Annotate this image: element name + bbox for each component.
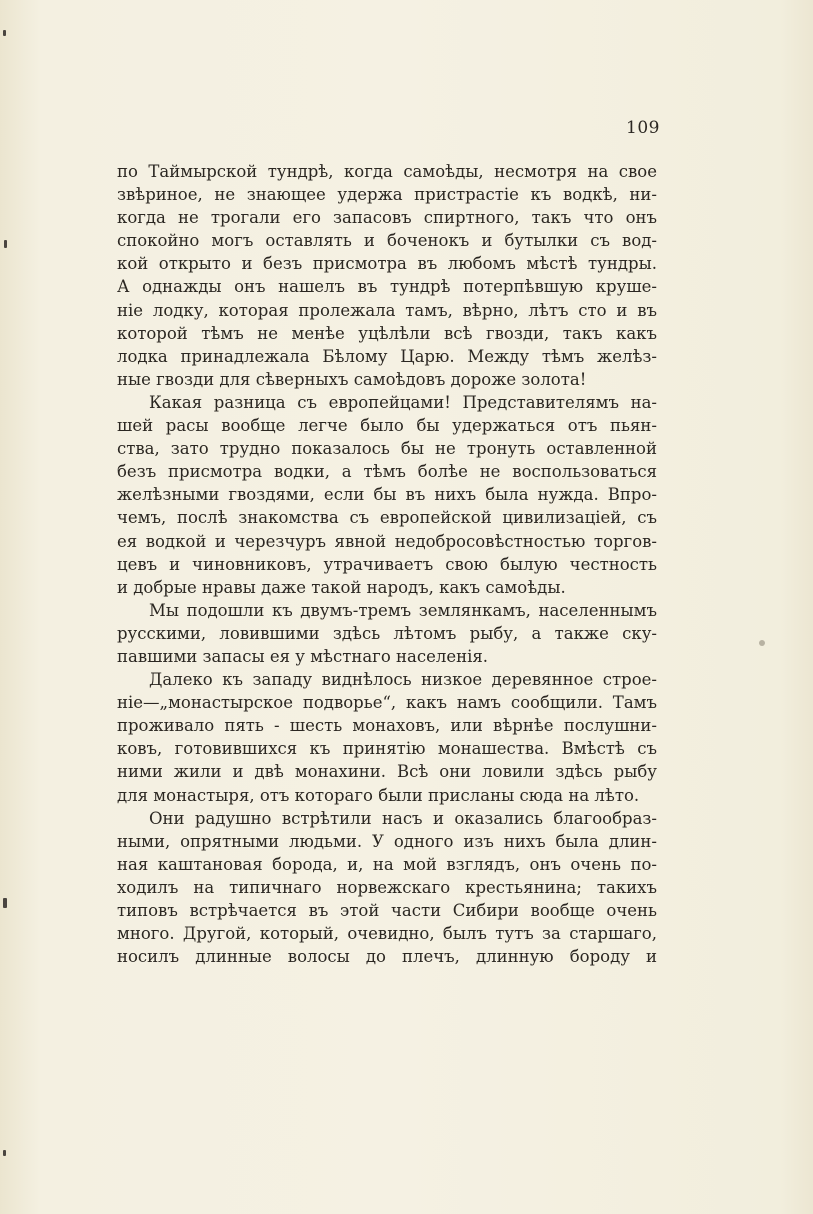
text-line: ная каштановая борода, и, на мой взглядъ, онъ очень по- xyxy=(117,854,657,874)
text-line: ства, зато трудно показалось бы не тронуть оставленной xyxy=(117,439,657,459)
text-line: ковъ, готовившихся къ принятію монашества. Вмѣстѣ съ xyxy=(117,739,657,759)
text-line: носилъ длинные волосы до плечъ, длинную бороду и xyxy=(117,947,657,967)
text-line: ея водкой и черезчуръ явной недобросовѣстностью торгов- xyxy=(117,531,657,551)
text-line: желѣзными гвоздями, если бы въ нихъ была нужда. Впро- xyxy=(117,485,657,505)
scan-mark-left-1 xyxy=(4,240,7,248)
text-line: лодка принадлежала Бѣлому Царю. Между тѣмъ желѣз- xyxy=(117,346,657,366)
text-line: и добрые нравы даже такой народъ, какъ самоѣды. xyxy=(117,577,566,597)
page-number: 109 xyxy=(626,118,660,138)
text-line: кой открыто и безъ присмотра въ любомъ мѣстѣ тундры. xyxy=(117,254,657,274)
text-line: ные гвозди для сѣверныхъ самоѣдовъ дороже золота! xyxy=(117,369,587,389)
text-line: ніе лодку, которая пролежала тамъ, вѣрно, лѣтъ сто и въ xyxy=(117,300,657,320)
text-line: шей расы вообще легче было бы удержаться отъ пьян- xyxy=(117,416,657,436)
paragraph-start-line: Они радушно встрѣтили насъ и оказались благообраз- xyxy=(149,808,657,828)
text-line: спокойно могъ оставлять и боченокъ и бутылки съ вод- xyxy=(117,231,657,251)
text-line: когда не трогали его запасовъ спиртного, такъ что онъ xyxy=(117,208,657,228)
text-line: цевъ и чиновниковъ, утрачиваетъ свою былую честность xyxy=(117,554,657,574)
scan-mark-top-left xyxy=(3,30,6,36)
text-line: ными, опрятными людьми. У одного изъ нихъ была длин- xyxy=(117,831,657,851)
text-line: ними жили и двѣ монахини. Всѣ они ловили здѣсь рыбу xyxy=(117,762,657,782)
body-text xyxy=(117,160,657,968)
paragraph-start-line: Мы подошли къ двумъ-тремъ землянкамъ, населеннымъ xyxy=(149,600,657,620)
text-line: чемъ, послѣ знакомства съ европейской цивилизаціей, съ xyxy=(117,508,657,528)
scan-mark-right xyxy=(759,640,765,646)
text-line: которой тѣмъ не менѣе уцѣлѣли всѣ гвозди, такъ какъ xyxy=(117,323,657,343)
scan-mark-left-2 xyxy=(3,898,7,908)
paragraph-start-line: Какая разница съ европейцами! Представителямъ на- xyxy=(149,392,657,412)
text-line: проживало пять - шесть монаховъ, или вѣрнѣе послушни- xyxy=(117,716,657,736)
text-line: для монастыря, отъ котораго были присланы сюда на лѣто. xyxy=(117,785,640,805)
text-line: павшими запасы ея у мѣстнаго населенія. xyxy=(117,646,489,666)
text-line: типовъ встрѣчается въ этой части Сибири вообще очень xyxy=(117,901,657,920)
text-line: много. Другой, который, очевидно, былъ тутъ за старшаго, xyxy=(117,924,657,944)
text-line: по Таймырской тундрѣ, когда самоѣды, несмотря на свое xyxy=(117,162,657,181)
text-line: русскими, ловившими здѣсь лѣтомъ рыбу, а также ску- xyxy=(117,623,657,643)
text-line: ніе—„монастырское подворье“, какъ намъ сообщили. Тамъ xyxy=(117,693,657,713)
paragraph-start-line: Далеко къ западу виднѣлось низкое деревянное строе- xyxy=(149,670,657,690)
text-line: ходилъ на типичнаго норвежскаго крестьянина; такихъ xyxy=(117,877,657,897)
scan-mark-left-3 xyxy=(3,1150,6,1156)
text-line: А однажды онъ нашелъ въ тундрѣ потерпѣвшую круше- xyxy=(117,277,657,297)
text-line: звѣриное, не знающее удержа пристрастіе къ водкѣ, ни- xyxy=(117,185,657,205)
text-line: безъ присмотра водки, а тѣмъ болѣе не воспользоваться xyxy=(117,462,657,482)
